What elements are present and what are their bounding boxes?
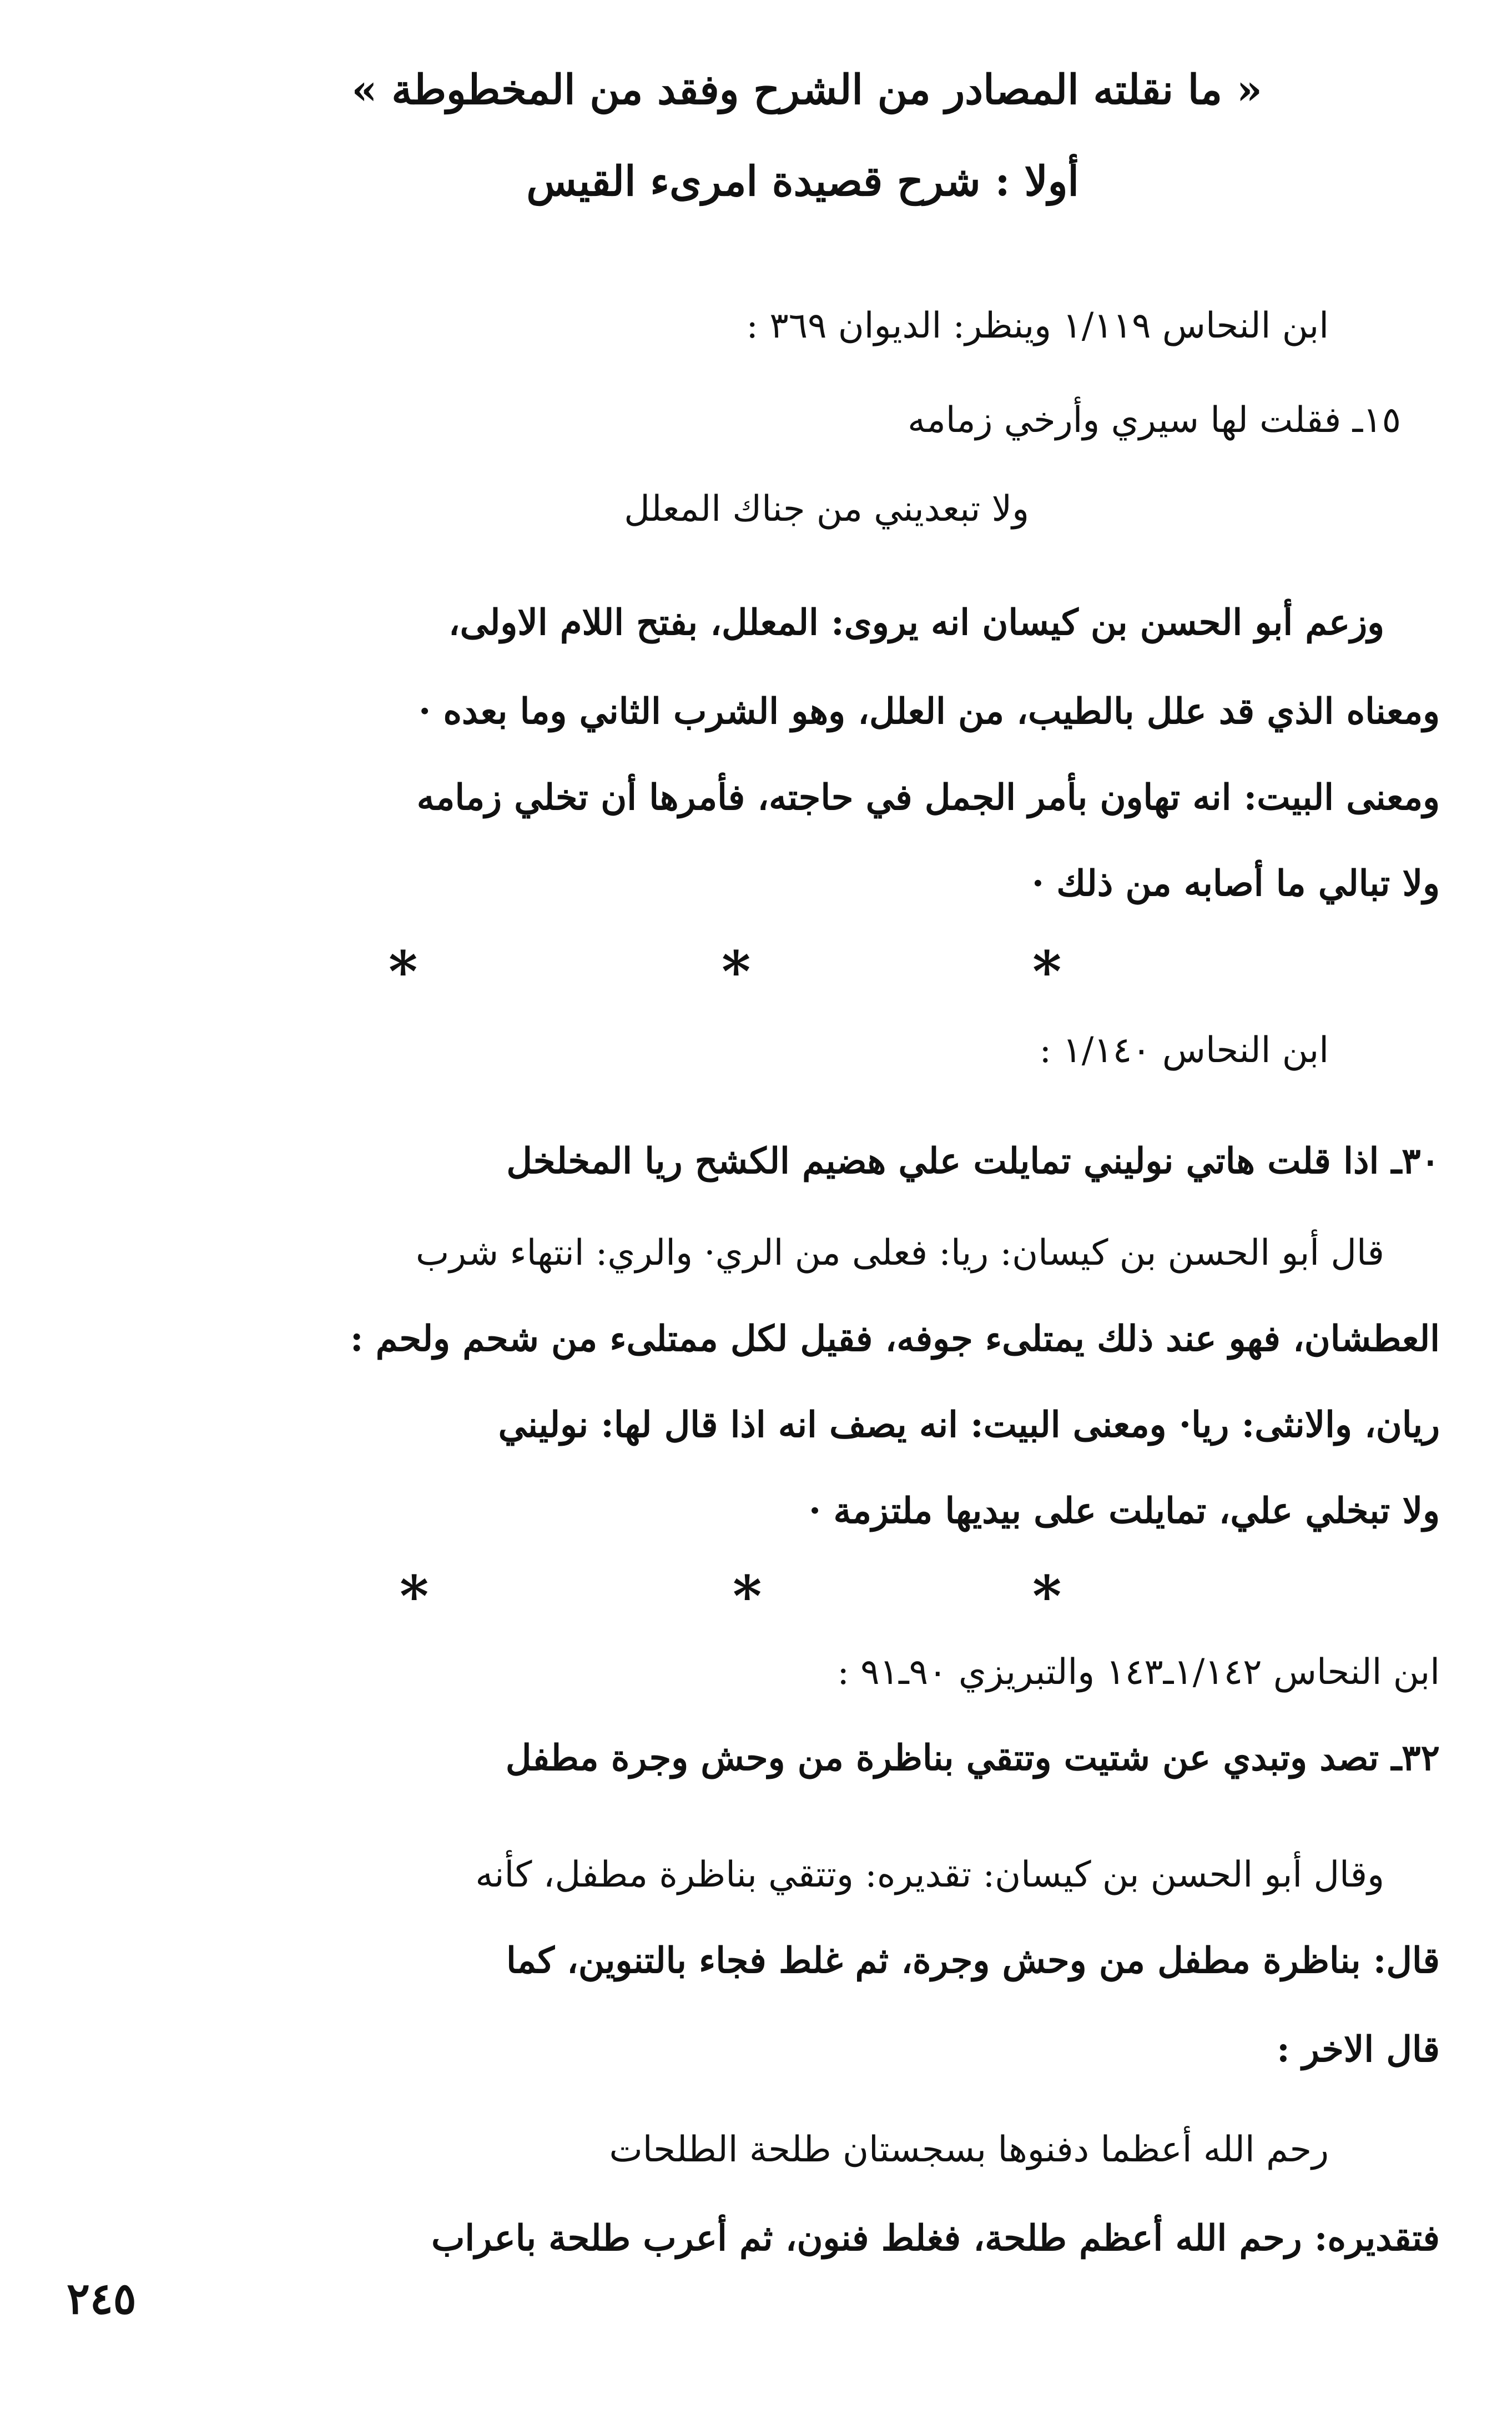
section-3-source: ابن النحاس ١/١٤٢ـ١٤٣ والتبريزي ٩٠ـ٩١ : <box>837 1652 1440 1693</box>
section-2-commentary-1: قال أبو الحسن بن كيسان: ريا: فعلى من الري· والري: انتهاء شرب <box>415 1233 1384 1274</box>
section-3-commentary-3: قال الاخر : <box>1277 2029 1440 2070</box>
section-1-commentary-3: ومعنى البيت: انه تهاون بأمر الجمل في حاجته، فأمرها أن تخلي زمامه <box>416 777 1440 818</box>
section-3-verse: ٣٢ـ تصد وتبدي عن شتيت وتتقي بناظرة من وحش وجرة مطفل <box>505 1737 1440 1779</box>
section-1-commentary-1: وزعم أبو الحسن بن كيسان انه يروى: المعلل، بفتح اللام الاولى، <box>448 602 1384 643</box>
divider-star: * <box>389 939 418 1004</box>
section-1-source: ابن النحاس ١/١١٩ وينظر: الديوان ٣٦٩ : <box>746 305 1329 346</box>
section-1-commentary-2: ومعناه الذي قد علل بالطيب، من العلل، وهو الشرب الثاني وما بعده · <box>418 691 1440 732</box>
section-3-quote-verse: رحم الله أعظما دفنوها بسجستان طلحة الطلحات <box>609 2129 1329 2170</box>
page-subtitle: أولا : شرح قصيدة امرىء القيس <box>526 158 1079 205</box>
page-number: ٢٤٥ <box>67 2274 137 2324</box>
section-2-verse: ٣٠ـ اذا قلت هاتي نوليني تمايلت علي هضيم الكشح ريا المخلخل <box>506 1140 1440 1182</box>
section-1-verse-line-2: ولا تبعديني من جناك المعلل <box>624 489 1029 530</box>
section-2-commentary-2: العطشان، فهو عند ذلك يمتلىء جوفه، فقيل لكل ممتلىء من شحم ولحم : <box>350 1318 1440 1360</box>
section-1-commentary-4: ولا تبالي ما أصابه من ذلك · <box>1031 863 1440 904</box>
section-2-source: ابن النحاس ١/١٤٠ : <box>1039 1030 1329 1071</box>
divider-star: * <box>1032 939 1062 1004</box>
page-title: « ما نقلته المصادر من الشرح وفقد من المخطوطة » <box>351 66 1262 114</box>
divider-star: * <box>733 1563 762 1629</box>
divider-star: * <box>400 1563 429 1629</box>
divider-star: * <box>1032 1563 1062 1629</box>
section-2-commentary-3: ريان، والانثى: ريا· ومعنى البيت: انه يصف انه اذا قال لها: نوليني <box>498 1404 1440 1446</box>
section-3-commentary-1: وقال أبو الحسن بن كيسان: تقديره: وتتقي بناظرة مطفل، كأنه <box>475 1854 1384 1895</box>
section-3-closing: فتقديره: رحم الله أعظم طلحة، فغلط فنون، ثم أعرب طلحة باعراب <box>431 2217 1440 2259</box>
section-1-verse-line-1: ١٥ـ فقلت لها سيري وأرخي زمامه <box>908 400 1401 441</box>
section-2-commentary-4: ولا تبخلي علي، تمايلت على بيديها ملتزمة · <box>808 1490 1440 1532</box>
section-3-commentary-2: قال: بناظرة مطفل من وحش وجرة، ثم غلط فجاء بالتنوين، كما <box>506 1940 1440 1981</box>
divider-star: * <box>722 939 751 1004</box>
